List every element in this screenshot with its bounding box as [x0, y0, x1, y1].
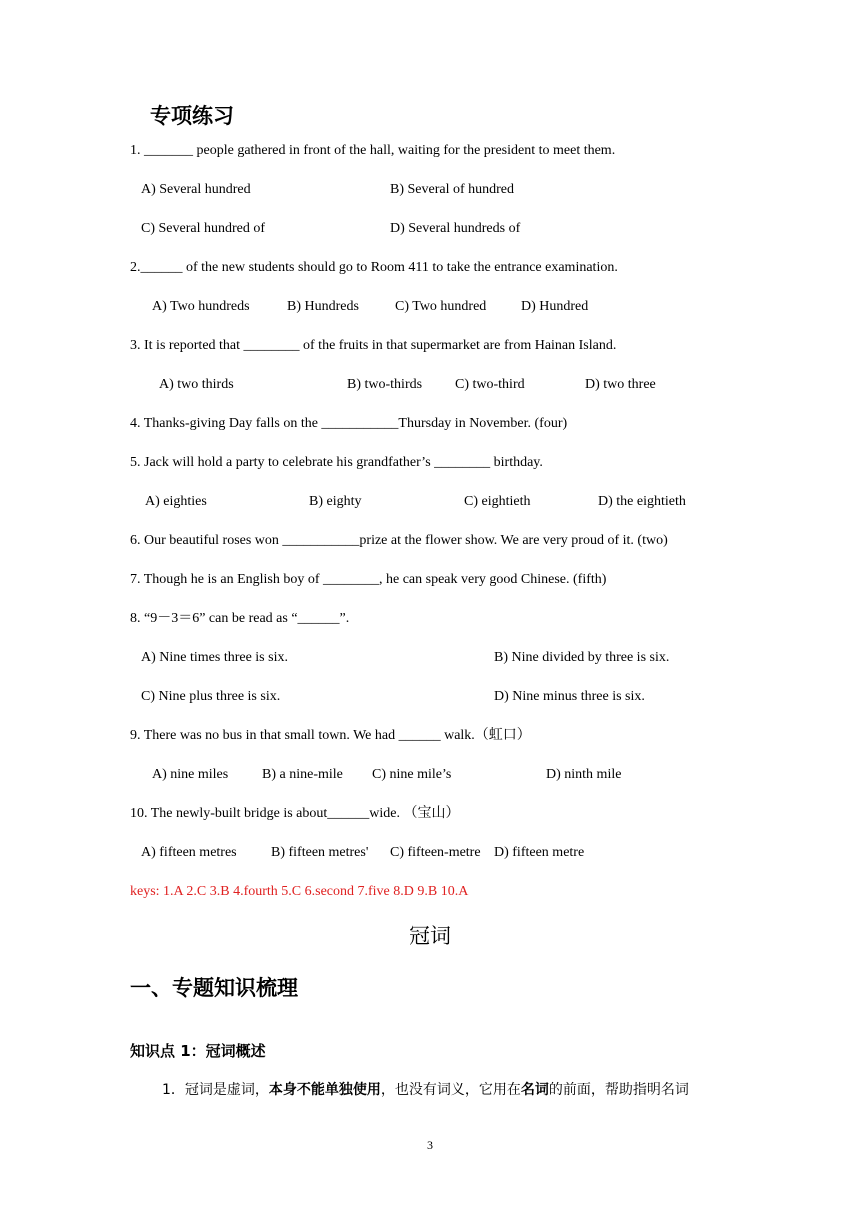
question-8-option-a: A) Nine times three is six.	[141, 650, 288, 665]
topic-heading: 一、专题知识梳理	[130, 976, 298, 1000]
question-5-option-d: D) the eightieth	[598, 494, 686, 509]
point-text-emphasis-2: 名词	[520, 1082, 549, 1098]
question-8-option-b: B) Nine divided by three is six.	[494, 650, 670, 665]
question-3-option-c: C) two-third	[455, 377, 525, 392]
question-10-option-b: B) fifteen metres'	[271, 845, 369, 860]
question-1-option-d: D) Several hundreds of	[390, 221, 521, 236]
question-9-option-b: B) a nine-mile	[262, 767, 343, 782]
question-10-option-a: A) fifteen metres	[141, 845, 237, 860]
question-9-option-a: A) nine miles	[152, 767, 229, 782]
point-heading: 知识点 1：冠词概述	[130, 1042, 266, 1060]
question-2-stem: 2.______ of the new students should go to Room 411 to take the entrance examination.	[130, 260, 618, 275]
question-8-option-d: D) Nine minus three is six.	[494, 689, 645, 704]
question-1-option-c: C) Several hundred of	[141, 221, 266, 236]
question-7-stem: 7. Though he is an English boy of ________, he can speak very good Chinese. (fifth)	[130, 572, 607, 587]
page-number: 3	[427, 1138, 433, 1152]
question-4-stem: 4. Thanks-giving Day falls on the ___________Thursday in November. (four)	[130, 416, 568, 431]
question-6-stem: 6. Our beautiful roses won ___________prize at the flower show. We are very proud of it. (two)	[130, 533, 668, 548]
question-10-option-c: C) fifteen-metre	[390, 845, 481, 860]
question-9-stem: 9. There was no bus in that small town. We had ______ walk.（虹口）	[130, 728, 531, 743]
question-9-option-c: C) nine mile’s	[372, 767, 452, 782]
question-3-option-a: A) two thirds	[159, 377, 234, 392]
point-paragraph	[162, 1081, 689, 1099]
question-2-option-a: A) Two hundreds	[152, 299, 250, 314]
article-heading: 冠词	[409, 924, 451, 948]
point-text-1: 1．冠词是虚词，	[162, 1082, 269, 1098]
question-2-option-c: C) Two hundred	[395, 299, 487, 314]
question-3-option-b: B) two-thirds	[347, 377, 423, 392]
point-text-2: ，也没有词义，它用在	[380, 1082, 521, 1098]
question-8-option-c: C) Nine plus three is six.	[141, 689, 281, 704]
question-5-option-a: A) eighties	[145, 494, 207, 509]
question-1-option-a: A) Several hundred	[141, 182, 251, 197]
question-3-option-d: D) two three	[585, 377, 656, 392]
point-text-3: 的前面，帮助指明名词	[548, 1082, 689, 1098]
question-10-option-d: D) fifteen metre	[494, 845, 585, 860]
section-title: 专项练习	[150, 104, 234, 128]
question-1-stem: 1. _______ people gathered in front of the hall, waiting for the president to meet them.	[130, 143, 616, 158]
question-9-option-d: D) ninth mile	[546, 767, 622, 782]
question-5-stem: 5. Jack will hold a party to celebrate his grandfather’s ________ birthday.	[130, 455, 543, 470]
question-8-stem: 8. “9－3＝6” can be read as “______”.	[130, 611, 350, 626]
question-2-option-b: B) Hundreds	[287, 299, 359, 314]
question-2-option-d: D) Hundred	[521, 299, 589, 314]
answer-keys: keys: 1.A 2.C 3.B 4.fourth 5.C 6.second 7.five 8.D 9.B 10.A	[130, 884, 469, 899]
question-5-option-b: B) eighty	[309, 494, 362, 509]
question-3-stem: 3. It is reported that ________ of the fruits in that supermarket are from Hainan Island.	[130, 338, 617, 353]
question-1-option-b: B) Several of hundred	[390, 182, 515, 197]
question-10-stem: 10. The newly-built bridge is about______wide. （宝山）	[130, 806, 460, 821]
question-5-option-c: C) eightieth	[464, 494, 531, 509]
point-text-emphasis-1: 本身不能单独使用	[268, 1082, 381, 1098]
